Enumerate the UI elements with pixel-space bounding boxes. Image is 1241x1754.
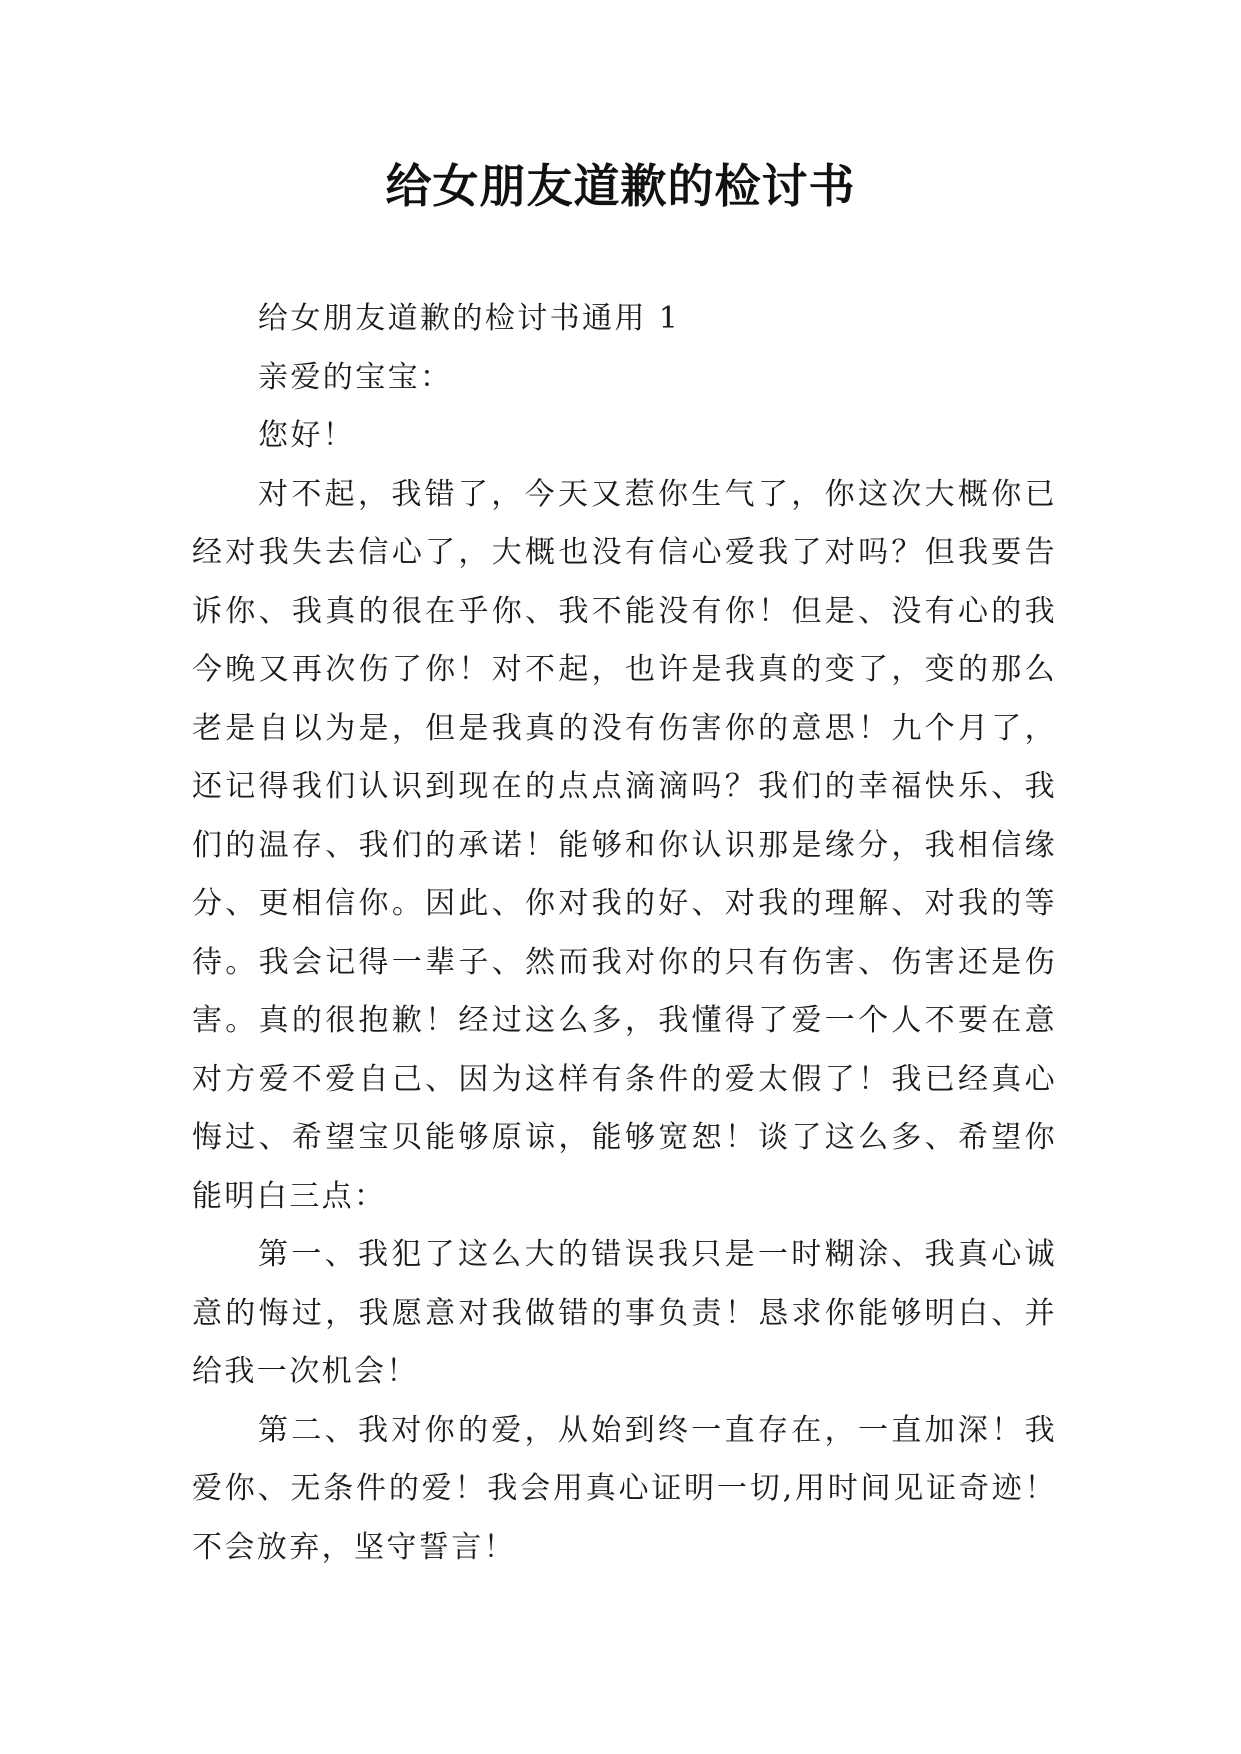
body-paragraph: 对不起，我错了，今天又惹你生气了，你这次大概你已经对我失去信心了，大概也没有信心爱我了对吗？但我要告诉你、我真的很在乎你、我不能没有你！但是、没有心的我今晚又再次伤了你！对不起，也许是我真的变了，变的那么老是自以为是，但是我真的没有伤害你的意思！九个月了，还记得我们认识到现在的点点滴滴吗？我们的幸福快乐、我们的温存、我们的承诺！能够和你认识那是缘分，我相信缘分、更相信你。因此、你对我的好、对我的理解、对我的等待。我会记得一辈子、然而我对你的只有伤害、伤害还是伤害。真的很抱歉！经过这么多，我懂得了爱一个人不要在意对方爱不爱自己、因为这样有条件的爱太假了！我已经真心悔过、希望宝贝能够原谅，能够宽恕！谈了这么多、希望你能明白三点： bbox=[192, 476, 1057, 1214]
section-heading: 给女朋友道歉的检讨书通用 1 bbox=[258, 301, 681, 336]
point-two-paragraph: 第二、我对你的爱，从始到终一直存在，一直加深！我爱你、无条件的爱！我会用真心证明一切,用时间见证奇迹！不会放弃，坚守誓言！ bbox=[192, 1412, 1057, 1565]
document-body bbox=[192, 290, 1057, 1577]
point-one-paragraph: 第一、我犯了这么大的错误我只是一时糊涂、我真心诚意的悔过，我愿意对我做错的事负责！恳求你能够明白、并给我一次机会！ bbox=[192, 1237, 1057, 1389]
salutation: 亲爱的宝宝： bbox=[258, 359, 453, 395]
document-title: 给女朋友道歉的检讨书 bbox=[385, 159, 856, 213]
greeting: 您好！ bbox=[258, 418, 356, 453]
